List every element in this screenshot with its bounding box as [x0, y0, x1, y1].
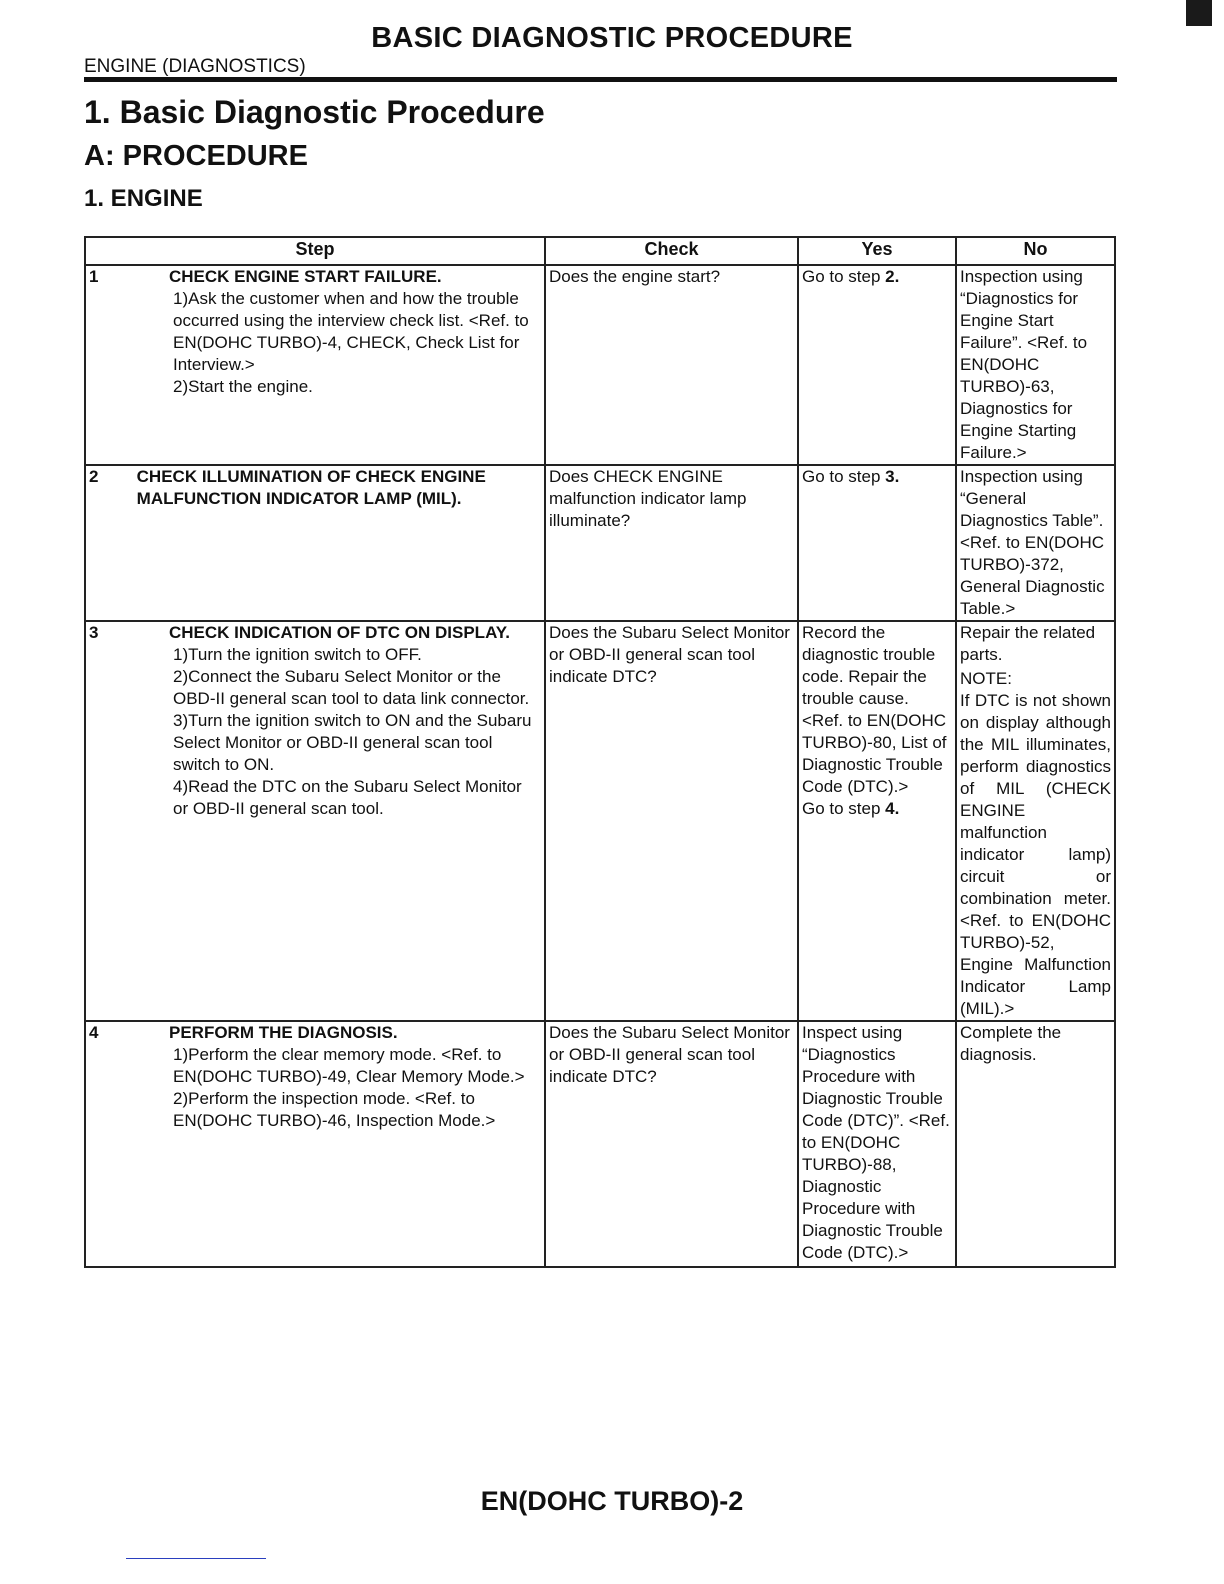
column-header-check: Check [545, 237, 798, 265]
column-header-yes: Yes [798, 237, 956, 265]
yes-goto: Go to step [802, 799, 886, 818]
step-instruction: 1)Perform the clear memory mode. <Ref. to EN(DOHC TURBO)-49, Clear Memory Mode.> [173, 1045, 525, 1086]
column-header-no: No [956, 237, 1115, 265]
no-cell [956, 621, 1115, 1021]
step-instruction: 1)Ask the customer when and how the trouble occurred using the interview check list. <Ref. to EN(DOHC TURBO)-4, CHECK, Check List for Interview.> [173, 289, 529, 374]
step-number: 2 [89, 467, 99, 486]
yes-cell [798, 265, 956, 465]
step-number: 1 [89, 267, 99, 286]
note-label: NOTE: [960, 669, 1012, 688]
step-title: CHECK INDICATION OF DTC ON DISPLAY. [169, 623, 510, 642]
check-cell [545, 265, 798, 465]
column-header-step: Step [85, 237, 545, 265]
step-instruction: 1)Turn the ignition switch to OFF. [173, 645, 422, 664]
step-instruction: 2)Perform the inspection mode. <Ref. to EN(DOHC TURBO)-46, Inspection Mode.> [173, 1089, 496, 1130]
step-instructions [89, 288, 541, 398]
step-title: PERFORM THE DIAGNOSIS. [169, 1023, 398, 1042]
yes-step-ref: 3. [885, 467, 900, 486]
step-cell [85, 265, 545, 465]
check-cell [545, 1021, 798, 1267]
note-text: If DTC is not shown on display although the MIL illuminates, perform diagnostics of MIL (CHECK ENGINE malfunction indicator lamp) circuit or combination meter. <Ref. to EN(DOHC TURBO)-52, Engine Malfunction Indicator Lamp (MIL).> [960, 691, 1111, 1018]
check-cell [545, 465, 798, 621]
check-question: Does CHECK ENGINE malfunction indicator lamp illuminate? [549, 467, 747, 530]
step-instruction: 2)Connect the Subaru Select Monitor or the OBD-II general scan tool to data link connector. [173, 667, 530, 708]
no-action: Inspection using “Diagnostics for Engine Start Failure”. <Ref. to EN(DOHC TURBO)-63, Diagnostics for Engine Starting Failure.> [960, 267, 1088, 462]
yes-action: Go to step [802, 467, 886, 486]
step-number: 3 [89, 623, 99, 642]
table-row [85, 465, 1115, 621]
step-cell [85, 1021, 545, 1267]
header-divider [84, 77, 1117, 82]
step-title: CHECK ILLUMINATION OF CHECK ENGINE MALFUNCTION INDICATOR LAMP (MIL). [136, 467, 486, 508]
step-number: 4 [89, 1023, 99, 1042]
yes-action: Record the diagnostic trouble code. Repair the trouble cause. <Ref. to EN(DOHC TURBO)-80, List of Diagnostic Trouble Code (DTC).> [802, 623, 947, 796]
yes-cell [798, 465, 956, 621]
check-cell [545, 621, 798, 1021]
topic-heading: 1. ENGINE [84, 185, 203, 212]
yes-action: Go to step [802, 267, 886, 286]
no-cell [956, 465, 1115, 621]
subsection-heading: A: PROCEDURE [84, 140, 308, 172]
check-question: Does the Subaru Select Monitor or OBD-II general scan tool indicate DTC? [549, 623, 790, 686]
step-instructions [89, 644, 541, 820]
table-header-row [85, 237, 1115, 265]
yes-cell [798, 1021, 956, 1267]
no-cell [956, 1021, 1115, 1267]
step-instruction: 3)Turn the ignition switch to ON and the Subaru Select Monitor or OBD-II general scan tool switch to ON. [173, 711, 532, 774]
page-header-section: ENGINE (DIAGNOSTICS) [84, 56, 306, 77]
step-cell [85, 621, 545, 1021]
table-row [85, 1021, 1115, 1267]
step-instructions [89, 1044, 541, 1132]
step-instruction: 4)Read the DTC on the Subaru Select Monitor or OBD-II general scan tool. [173, 777, 522, 818]
page-footer-id: EN(DOHC TURBO)-2 [480, 1486, 744, 1516]
step-title: CHECK ENGINE START FAILURE. [169, 267, 442, 286]
yes-action: Inspect using “Diagnostics Procedure with Diagnostic Trouble Code (DTC)”. <Ref. to EN(DOHC TURBO)-88, Diagnostic Procedure with Diagnostic Trouble Code (DTC).> [802, 1023, 950, 1262]
no-cell [956, 265, 1115, 465]
check-question: Does the Subaru Select Monitor or OBD-II general scan tool indicate DTC? [549, 1023, 790, 1086]
no-action: Inspection using “General Diagnostics Table”. <Ref. to EN(DOHC TURBO)-372, General Diagnostic Table.> [960, 467, 1105, 618]
table-row [85, 265, 1115, 465]
step-cell [85, 465, 545, 621]
yes-step-ref: 4. [885, 799, 900, 818]
page-header-title: BASIC DIAGNOSTIC PROCEDURE [371, 22, 853, 54]
yes-cell [798, 621, 956, 1021]
diagnostic-procedure-table [84, 236, 1116, 1268]
table-row [85, 621, 1115, 1021]
step-instruction: 2)Start the engine. [173, 377, 313, 396]
check-question: Does the engine start? [549, 267, 721, 286]
footer-rule [126, 1558, 266, 1559]
section-heading: 1. Basic Diagnostic Procedure [84, 94, 545, 130]
no-action: Repair the related parts. [960, 623, 1096, 664]
yes-step-ref: 2. [885, 267, 900, 286]
no-action: Complete the diagnosis. [960, 1023, 1062, 1064]
